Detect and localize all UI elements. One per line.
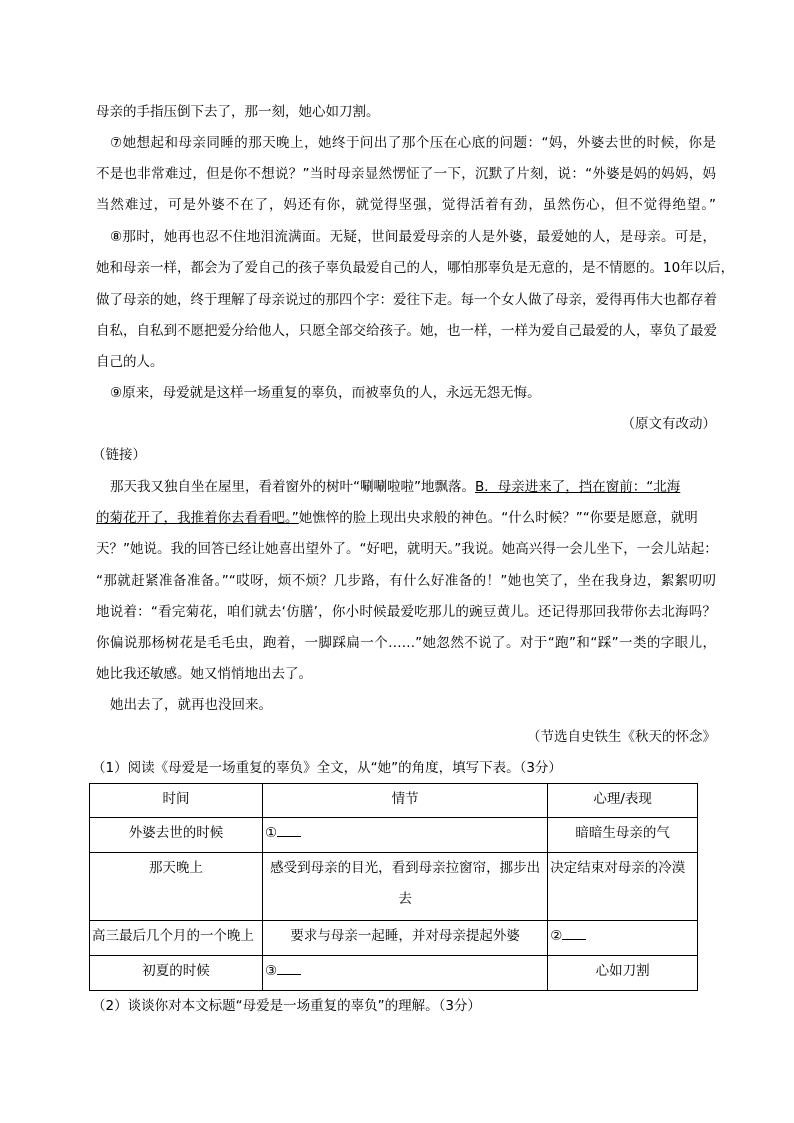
table-cell: 决定结束对母亲的冷漠 [548,853,698,921]
table-cell [262,956,547,991]
table-row [90,956,698,991]
question-2: （2）谈谈你对本文标题“母爱是一场重复的辜负”的理解。（3分） [92,998,481,1014]
text-line: 她比我还敏感。她又悄悄地出去了。 [96,666,312,682]
text-line: 天？”她说。我的回答已经让她喜出望外了。“好吧，就明天。”我说。她高兴得一会儿坐下，一会儿站起： [96,541,718,557]
header-cell: 心理/表现 [548,784,698,818]
text-line [96,508,716,528]
link-heading: （链接） [92,447,146,463]
table-header-row [90,784,698,818]
text-line: 地说着：“看完菊花，咱们就去‘仿膳’，你小时候最爱吃那儿的豌豆黄儿。还记得那回我带你去北海吗？ [96,604,716,620]
blank-label: ② [550,928,563,944]
table-cell: 要求与母亲一起睡，并对母亲提起外婆 [262,921,547,956]
text-line: 不是也非常难过，但是你不想说？”当时母亲显然愣怔了一下，沉默了片刻，说：“外婆是妈的妈妈，妈 [96,166,716,182]
table-cell: 感受到母亲的目光，看到母亲拉窗帘，挪步出去 [262,853,547,921]
text-line: ⑨原来，母爱就是这样一场重复的辜负，而被辜负的人，永远无怨无悔。 [110,385,541,401]
text-line: 当然难过，可是外婆不在了，妈还有你，就觉得坚强，觉得活着有劲，虽然伤心，但不觉得绝望。” [96,197,716,213]
underlined-sentence-b: 的菊花开了，我推着你去看看吧。” [96,510,299,526]
table-cell: 初夏的时候 [90,956,263,991]
header-cell: 时间 [90,784,263,818]
text-line: 你偏说那杨树花是毛毛虫，跑着，一脚踩扁一个……”她忽然不说了。对于“跑”和“踩”一类的字眼儿， [96,635,716,651]
source-note: （节选自史铁生《秋天的怀念》 [527,729,716,745]
text-line: 自私，自私到不愿把爱分给他人，只愿全部交给孩子。她，也一样，一样为爱自己最爱的人，辜负了最爱 [96,323,717,339]
answer-blank[interactable] [277,822,301,837]
text-line: 自己的人。 [96,354,164,370]
table-cell: 高三最后几个月的一个晚上 [90,921,263,956]
text-plain: 那天我又独自坐在屋里，看着窗外的树叶“唰唰啦啦”地飘落。 [110,479,475,495]
text-line: 她和母亲一样，都会为了爱自己的孩子辜负最爱自己的人，哪怕那辜负是无意的，是不情愿的。10年以后， [96,260,735,276]
text-line: ⑦她想起和母亲同睡的那天晚上，她终于问出了那个压在心底的问题：“妈，外婆去世的时候，你是 [110,135,716,151]
answer-blank[interactable] [277,960,301,975]
answer-table [89,783,698,991]
header-cell: 情节 [262,784,547,818]
table-cell [262,818,547,853]
blank-label: ① [264,825,278,841]
table-cell: 那天晚上 [90,853,263,921]
text-line [110,477,716,497]
table-row [90,921,698,956]
text-line: ⑧那时，她再也忍不住地泪流满面。无疑，世间最爱母亲的人是外婆，最爱她的人，是母亲。可是， [110,229,716,245]
blank-label: ③ [264,963,278,979]
table-cell: 心如刀割 [548,956,698,991]
text-line: “那就赶紧准备准备。”“哎呀，烦不烦？几步路，有什么好准备的！”她也笑了，坐在我身边，絮絮叨叨 [96,573,716,589]
text-line: 母亲的手指压倒下去了，那一刻，她心如刀割。 [96,104,380,120]
table-row [90,818,698,853]
underlined-sentence-b: B．母亲进来了，挡在窗前：“北海 [475,479,681,495]
table-cell: 暗暗生母亲的气 [548,818,698,853]
text-line: 她出去了，就再也没回来。 [110,697,272,713]
source-note: （原文有改动） [621,416,716,432]
table-cell [548,921,698,956]
table-cell: 外婆去世的时候 [90,818,263,853]
text-line: 做了母亲的她，终于理解了母亲说过的那四个字：爱往下走。每一个女人做了母亲，爱得再伟大也都存着 [96,292,717,308]
answer-blank[interactable] [562,925,586,940]
text-plain: 她憔悴的脸上现出央求般的神色。“什么时候？”“你要是愿意，就明 [298,510,698,526]
question-1: （1）阅读《母爱是一场重复的辜负》全文，从“她”的角度，填写下表。（3分） [92,760,562,776]
table-row [90,853,698,921]
